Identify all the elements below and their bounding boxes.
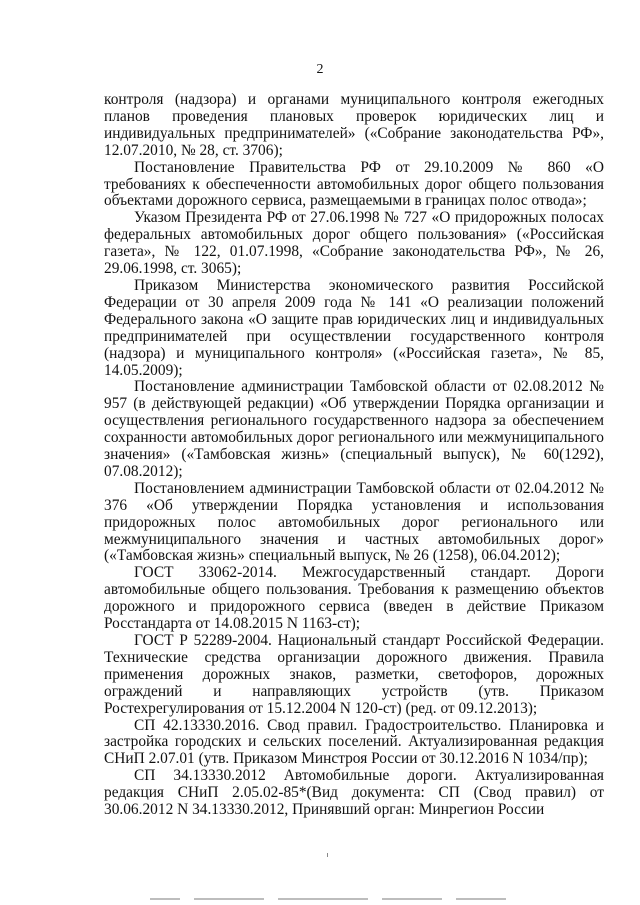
paragraph-10: СП 34.13330.2012 Автомобильные дороги. Актуализированная редакция СНиП 2.05.02-85*(Вид документа: СП (Свод правил) от 30.06.2012 N 34.13330.2012, Принявший орган: Минрегион России — [104, 767, 604, 819]
scan-artifact-mark — [327, 853, 328, 857]
footer-artifact-segment — [456, 898, 506, 900]
footer-artifact-segment — [278, 898, 368, 900]
paragraph-5: Постановление администрации Тамбовской области от 02.08.2012 № 957 (в действующей редакции) «Об утверждении Порядка организации и осуществления регионального государственного надзора за обеспечением сохранности автомобильных дорог регионального или межмуниципального значения» («Тамбовская жизнь» (специальный выпуск), № 60(1292), 07.08.2012); — [104, 378, 604, 480]
footer-artifact-segment — [382, 898, 442, 900]
paragraph-6: Постановлением администрации Тамбовской области от 02.04.2012 № 376 «Об утверждении Порядка установления и использования придорожных полос автомобильных дорог регионального или межмуниципального значения и частных автомобильных дорог» («Тамбовская жизнь» специальный выпуск, № 26 (1258), 06.04.2012); — [104, 479, 604, 565]
footer-artifact-segment — [194, 898, 264, 900]
paragraph-2: Постановление Правительства РФ от 29.10.2009 № 860 «О требованиях к обеспеченности автомобильных дорог общего пользования объектами дорожного сервиса, размещаемыми в границах полос отвода»; — [104, 158, 604, 210]
paragraph-8: ГОСТ Р 52289-2004. Национальный стандарт Российской Федерации. Технические средства организации дорожного движения. Правила применения дорожных знаков, разметки, светофоров, дорожных ограждений и направляющих устройств (утв. Приказом Ростехрегулирования от 15.12.2004 N 120-ст) (ред. от 09.12.2013); — [104, 632, 604, 717]
paragraph-3: Указом Президента РФ от 27.06.1998 № 727 «О придорожных полосах федеральных автомобильных дорог общего пользования» («Российская газета», № 122, 01.07.1998, «Собрание законодательства РФ», № 26, 29.06.1998, ст. 3065); — [104, 209, 604, 278]
paragraph-7: ГОСТ 33062-2014. Межгосударственный стандарт. Дороги автомобильные общего пользования. Требования к размещению объектов дорожного и придорожного сервиса (введен в действие Приказом Росстандарта от 14.08.2015 N 1163-ст); — [104, 564, 604, 633]
paragraph-4: Приказом Министерства экономического развития Российской Федерации от 30 апреля 2009 года № 141 «О реализации положений Федерального закона «О защите прав юридических лиц и индивидуальных предпринимателей при осуществлении государственного контроля (надзора) и муниципального контроля» («Российская газета», № 85, 14.05.2009); — [104, 276, 604, 379]
document-body — [104, 92, 604, 819]
footer-scan-artifact — [150, 893, 510, 905]
footer-artifact-segment — [150, 898, 180, 900]
page-number: 2 — [316, 62, 324, 77]
paragraph-9: СП 42.13330.2016. Свод правил. Градостроительство. Планировка и застройка городских и сельских поселений. Актуализированная редакция СНиП 2.07.01 (утв. Приказом Минстроя России от 30.12.2016 N 1034/пр); — [104, 716, 604, 768]
paragraph-1: контроля (надзора) и органами муниципального контроля ежегодных планов проведения плановых проверок юридических лиц и индивидуальных предпринимателей» («Собрание законодательства РФ», 12.07.2010, № 28, ст. 3706); — [104, 91, 604, 159]
